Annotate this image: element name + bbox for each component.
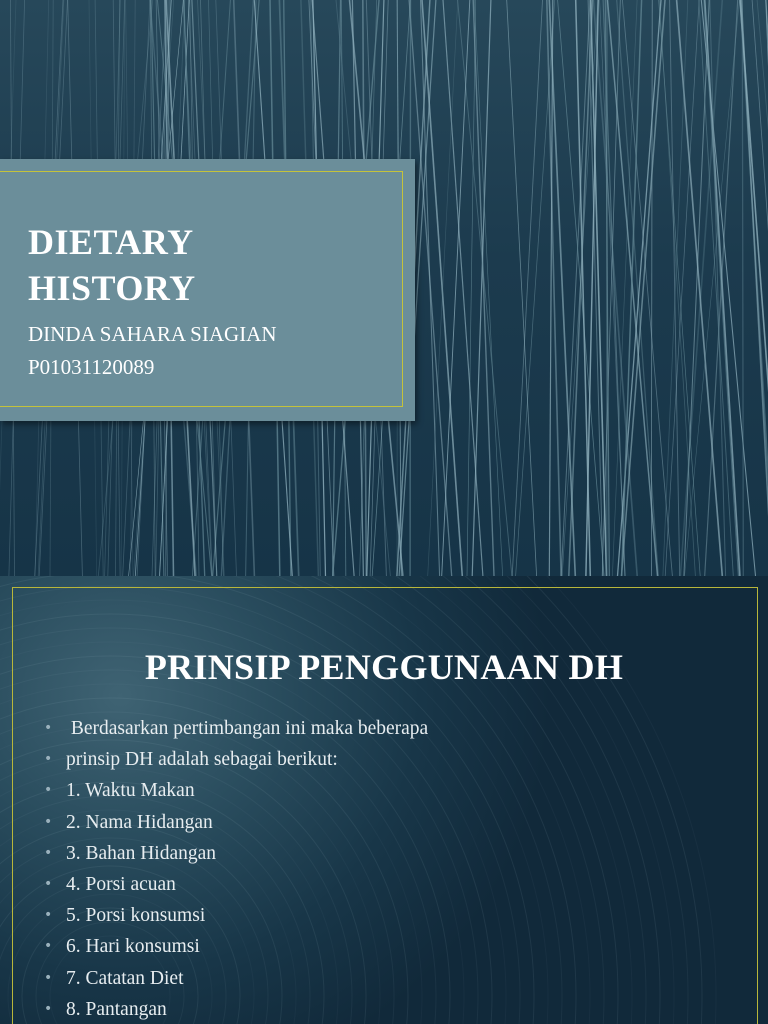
bullet-text: prinsip DH adalah sebagai berikut: bbox=[66, 749, 338, 771]
decorative-line bbox=[757, 0, 768, 576]
bullet-icon: • bbox=[44, 720, 53, 736]
decorative-line bbox=[512, 0, 542, 576]
decorative-line bbox=[472, 0, 491, 576]
bullet-item bbox=[44, 744, 428, 775]
bullet-text: 4. Porsi acuan bbox=[66, 874, 176, 896]
content-slide bbox=[0, 576, 768, 1024]
bullet-text: 6. Hari konsumsi bbox=[66, 936, 200, 958]
bullet-item bbox=[44, 869, 428, 900]
decorative-line bbox=[467, 0, 476, 576]
decorative-line bbox=[740, 0, 768, 576]
bullet-text: 8. Pantangan bbox=[66, 998, 167, 1020]
decorative-line bbox=[752, 0, 768, 576]
decorative-line bbox=[586, 0, 598, 576]
bullet-icon: • bbox=[44, 844, 53, 861]
decorative-line bbox=[622, 0, 666, 576]
bullet-text: 5. Porsi konsumsi bbox=[66, 905, 206, 927]
decorative-line bbox=[561, 0, 590, 576]
bullet-icon: • bbox=[44, 751, 53, 768]
bullet-item bbox=[44, 807, 428, 838]
bullet-list bbox=[44, 713, 428, 1024]
decorative-line bbox=[428, 0, 458, 576]
decorative-line bbox=[663, 0, 688, 576]
bullet-text: 1. Waktu Makan bbox=[66, 780, 195, 802]
bullet-item bbox=[44, 931, 428, 962]
bullet-text: 2. Nama Hidangan bbox=[66, 811, 213, 833]
student-id: P01031120089 bbox=[28, 355, 155, 379]
slide-subtitle bbox=[28, 318, 277, 384]
bullet-item bbox=[44, 900, 428, 931]
bullet-item bbox=[44, 994, 428, 1024]
decorative-line bbox=[569, 0, 593, 576]
bullet-item bbox=[44, 713, 428, 744]
bullet-text: Berdasarkan pertimbangan ini maka beberapa bbox=[66, 718, 429, 739]
decorative-line bbox=[742, 0, 743, 576]
bullet-icon: • bbox=[44, 876, 53, 893]
bullet-item bbox=[44, 775, 428, 806]
decorative-line bbox=[602, 0, 620, 576]
content-heading: PRINSIP PENGGUNAAN DH bbox=[144, 647, 624, 687]
bullet-icon: • bbox=[44, 1000, 53, 1017]
bullet-text: 3. Bahan Hidangan bbox=[66, 842, 217, 864]
decorative-line bbox=[549, 0, 553, 576]
bullet-item bbox=[44, 838, 428, 869]
author-name: DINDA SAHARA SIAGIAN bbox=[28, 322, 277, 346]
bullet-icon: • bbox=[44, 938, 53, 955]
decorative-line bbox=[670, 0, 680, 576]
decorative-line bbox=[741, 0, 768, 576]
bullet-icon: • bbox=[44, 969, 53, 986]
bullet-icon: • bbox=[44, 813, 53, 830]
bullet-text: 7. Catatan Diet bbox=[66, 967, 184, 989]
bullet-icon: • bbox=[44, 907, 53, 924]
decorative-line bbox=[684, 0, 709, 576]
decorative-line bbox=[473, 0, 494, 576]
decorative-line bbox=[591, 0, 607, 576]
bullet-icon: • bbox=[44, 782, 53, 799]
decorative-line bbox=[422, 0, 462, 576]
slide-title bbox=[28, 219, 388, 311]
slide-title-line-1: DIETARY bbox=[28, 222, 194, 262]
bullet-item bbox=[44, 963, 428, 994]
slide-title-line-2: HISTORY bbox=[28, 268, 196, 308]
decorative-line bbox=[740, 0, 768, 576]
